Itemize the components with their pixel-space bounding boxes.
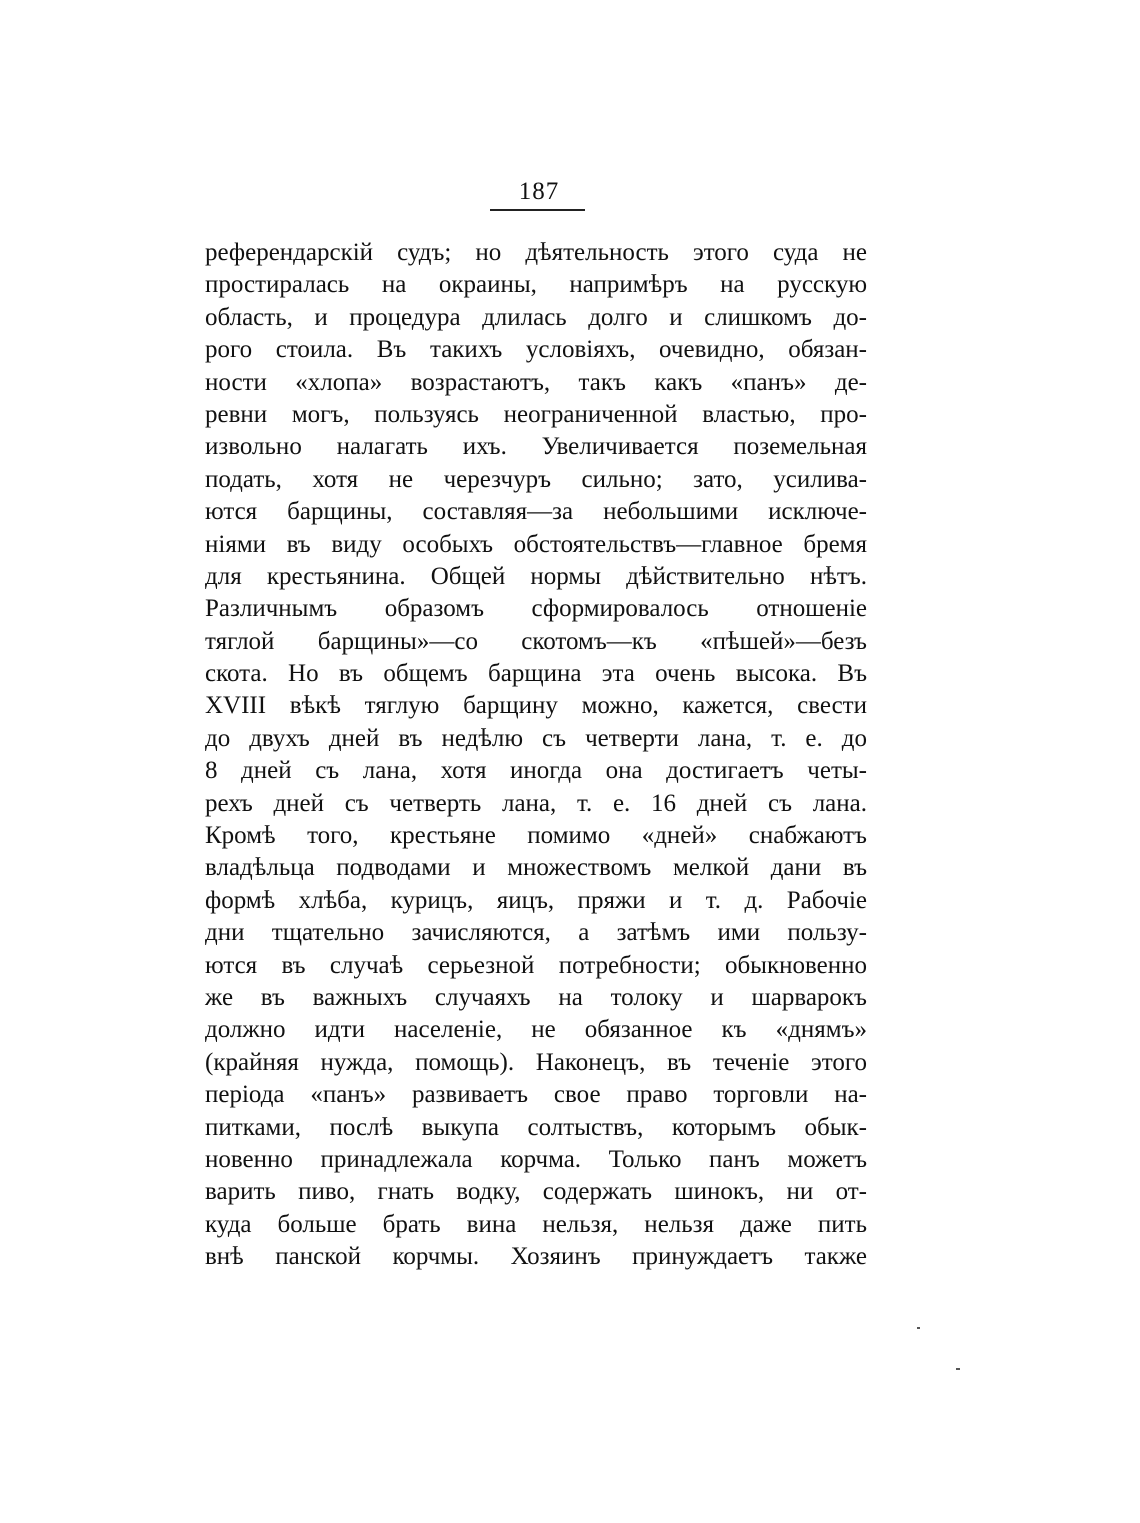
text-line: ются въ случаѣ серьезной потребности; обыкновенно [205, 951, 867, 979]
text-line: ніями въ виду особыхъ обстоятельствъ—главное бремя [205, 530, 867, 558]
scan-speck [956, 1368, 960, 1370]
text-line: 8 дней съ лана, хотя иногда она достигаетъ четы- [205, 757, 867, 785]
text-line: же въ важныхъ случаяхъ на толоку и шарварокъ [205, 983, 867, 1011]
text-line: періода «панъ» развиваетъ свое право торговли на- [205, 1081, 867, 1109]
text-line: рого стоила. Въ такихъ условіяхъ, очевидно, обязан- [205, 336, 867, 364]
text-line: куда больше брать вина нельзя, нельзя даже пить [205, 1210, 867, 1238]
text-line: простиралась на окраины, напримѣръ на русскую [205, 271, 867, 299]
text-line: ности «хлопа» возрастаютъ, такъ какъ «панъ» де- [205, 368, 867, 396]
text-line: новенно принадлежала корчма. Только панъ можетъ [205, 1145, 867, 1173]
text-line: извольно налагать ихъ. Увеличивается поземельная [205, 433, 867, 461]
text-line: для крестьянина. Общей нормы дѣйствительно нѣтъ. [205, 562, 867, 590]
text-line: скота. Но въ общемъ барщина эта очень высока. Въ [205, 660, 867, 688]
text-line: рехъ дней съ четверть лана, т. е. 16 дней съ лана. [205, 789, 867, 817]
text-line: формѣ хлѣба, курицъ, яицъ, пряжи и т. д. Рабочіе [205, 886, 867, 914]
text-line: ются барщины, составляя—за небольшими исключе- [205, 498, 867, 526]
text-line: питками, послѣ выкупа солтыствъ, которымъ обык- [205, 1113, 867, 1141]
text-line: дни тщательно зачисляются, а затѣмъ ими пользу- [205, 919, 867, 947]
text-line: (крайняя нужда, помощь). Наконецъ, въ теченіе этого [205, 1048, 867, 1076]
text-line: Различнымъ образомъ сформировалось отношеніе [205, 595, 867, 623]
text-line: варить пиво, гнать водку, содержать шинокъ, ни от- [205, 1178, 867, 1206]
text-line: подать, хотя не черезчуръ сильно; зато, усилива- [205, 465, 867, 493]
text-line: должно идти населеніе, не обязанное къ «днямъ» [205, 1016, 867, 1044]
text-line: ревни могъ, пользуясь неограниченной властью, про- [205, 400, 867, 428]
text-line: до двухъ дней въ недѣлю съ четверти лана, т. е. до [205, 724, 867, 752]
text-line: XVIII вѣкѣ тяглую барщину можно, кажется, свести [205, 692, 867, 720]
page-number: 187 [518, 178, 560, 205]
body-text [205, 237, 867, 1274]
text-line: внѣ панской корчмы. Хозяинъ принуждаетъ также [205, 1243, 867, 1271]
text-line: тяглой барщины»—со скотомъ—къ «пѣшей»—безъ [205, 627, 867, 655]
scan-speck [917, 1327, 920, 1329]
text-line: референдарскій судъ; но дѣятельность этого суда не [205, 239, 867, 266]
text-line: область, и процедура длилась долго и слишкомъ до- [205, 303, 867, 331]
page-number-rule [490, 209, 585, 211]
text-line: владѣльца подводами и множествомъ мелкой дани въ [205, 854, 867, 882]
text-line: Кромѣ того, крестьяне помимо «дней» снабжаютъ [205, 822, 867, 850]
